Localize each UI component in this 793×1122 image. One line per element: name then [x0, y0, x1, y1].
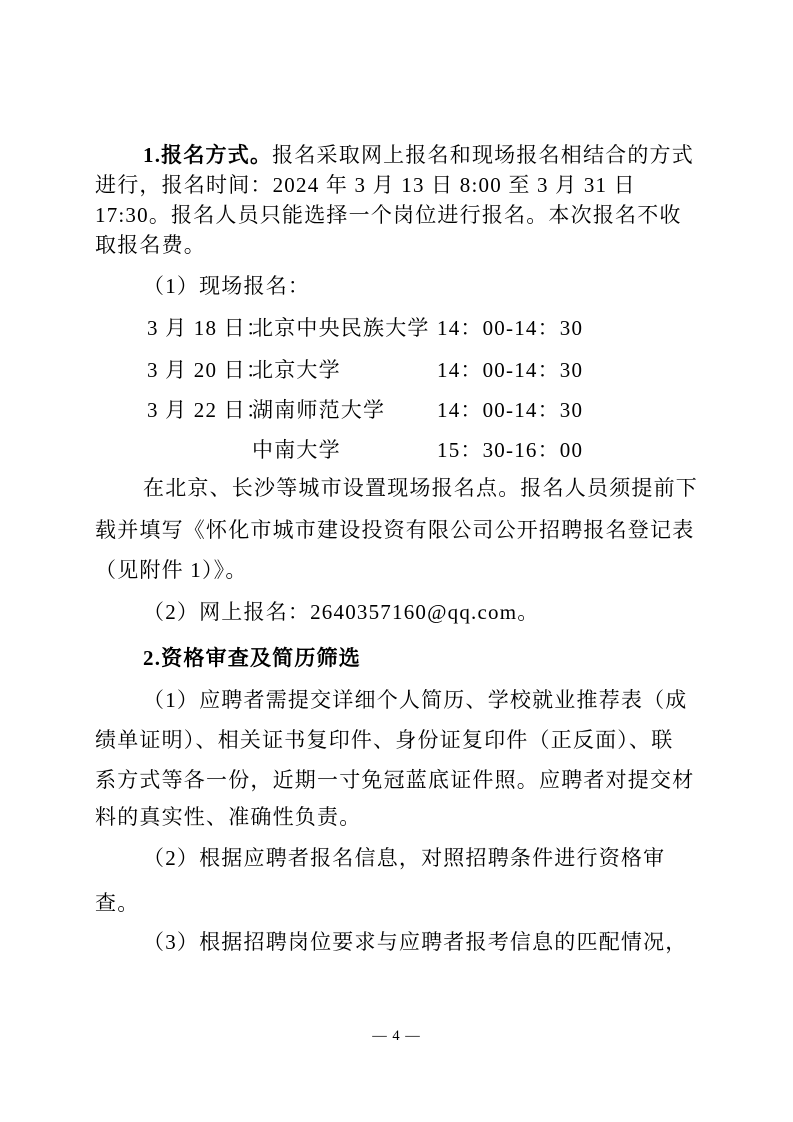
schedule-row	[95, 397, 583, 423]
section1-line4: 取报名费。	[95, 233, 206, 257]
section1-line1-text: 报名采取网上报名和现场报名相结合的方式	[272, 143, 694, 167]
schedule-place: 北京大学	[252, 358, 341, 382]
schedule-date: 3 月 20 日：	[147, 358, 269, 382]
onsite-note-line3: （见附件 1）》。	[95, 558, 248, 582]
schedule-place: 湖南师范大学	[252, 398, 386, 422]
schedule-time: 15：30-16：00	[437, 438, 584, 462]
onsite-heading: （1）现场报名：	[143, 274, 311, 298]
onsite-note-line2: 载并填写《怀化市城市建设投资有限公司公开招聘报名登记表	[95, 518, 695, 542]
section1-line2: 进行，报名时间：2024 年 3 月 13 日 8:00 至 3 月 31 日	[95, 173, 636, 197]
schedule-row	[95, 357, 583, 383]
schedule-place: 中南大学	[252, 438, 341, 462]
schedule-time: 14：00-14：30	[437, 398, 584, 422]
schedule-row	[95, 315, 583, 341]
section1-heading: 1.报名方式。	[143, 143, 273, 167]
schedule-place: 北京中央民族大学	[252, 316, 430, 340]
schedule-time: 14：00-14：30	[437, 358, 584, 382]
online-signup-line: （2）网上报名：2640357160@qq.com。	[143, 600, 540, 624]
page-number: — 4 —	[372, 1028, 421, 1044]
section2-item2-line1: （2）根据应聘者报名信息，对照招聘条件进行资格审	[143, 846, 666, 870]
section1-line3: 17:30。报名人员只能选择一个岗位进行报名。本次报名不收	[95, 203, 682, 227]
section2-item1-line2: 绩单证明）、相关证书复印件、身份证复印件（正反面）、联	[95, 728, 674, 752]
schedule-row	[95, 437, 583, 463]
section1-line1	[95, 142, 694, 168]
section2-item2-line2: 查。	[95, 891, 140, 915]
schedule-date: 3 月 18 日：	[147, 316, 269, 340]
section2-item1-line4: 料的真实性、准确性负责。	[95, 805, 362, 829]
section2-item1-line1: （1）应聘者需提交详细个人简历、学校就业推荐表（成	[143, 688, 688, 712]
section2-item1-line3: 系方式等各一份，近期一寸免冠蓝底证件照。应聘者对提交材	[95, 768, 695, 792]
schedule-time: 14：00-14：30	[437, 316, 584, 340]
section2-item3-line1: （3）根据招聘岗位要求与应聘者报考信息的匹配情况，	[143, 930, 688, 954]
section2-heading: 2.资格审查及简历筛选	[143, 646, 361, 670]
onsite-note-line1: 在北京、长沙等城市设置现场报名点。报名人员须提前下	[143, 476, 698, 500]
schedule-date: 3 月 22 日：	[147, 398, 269, 422]
